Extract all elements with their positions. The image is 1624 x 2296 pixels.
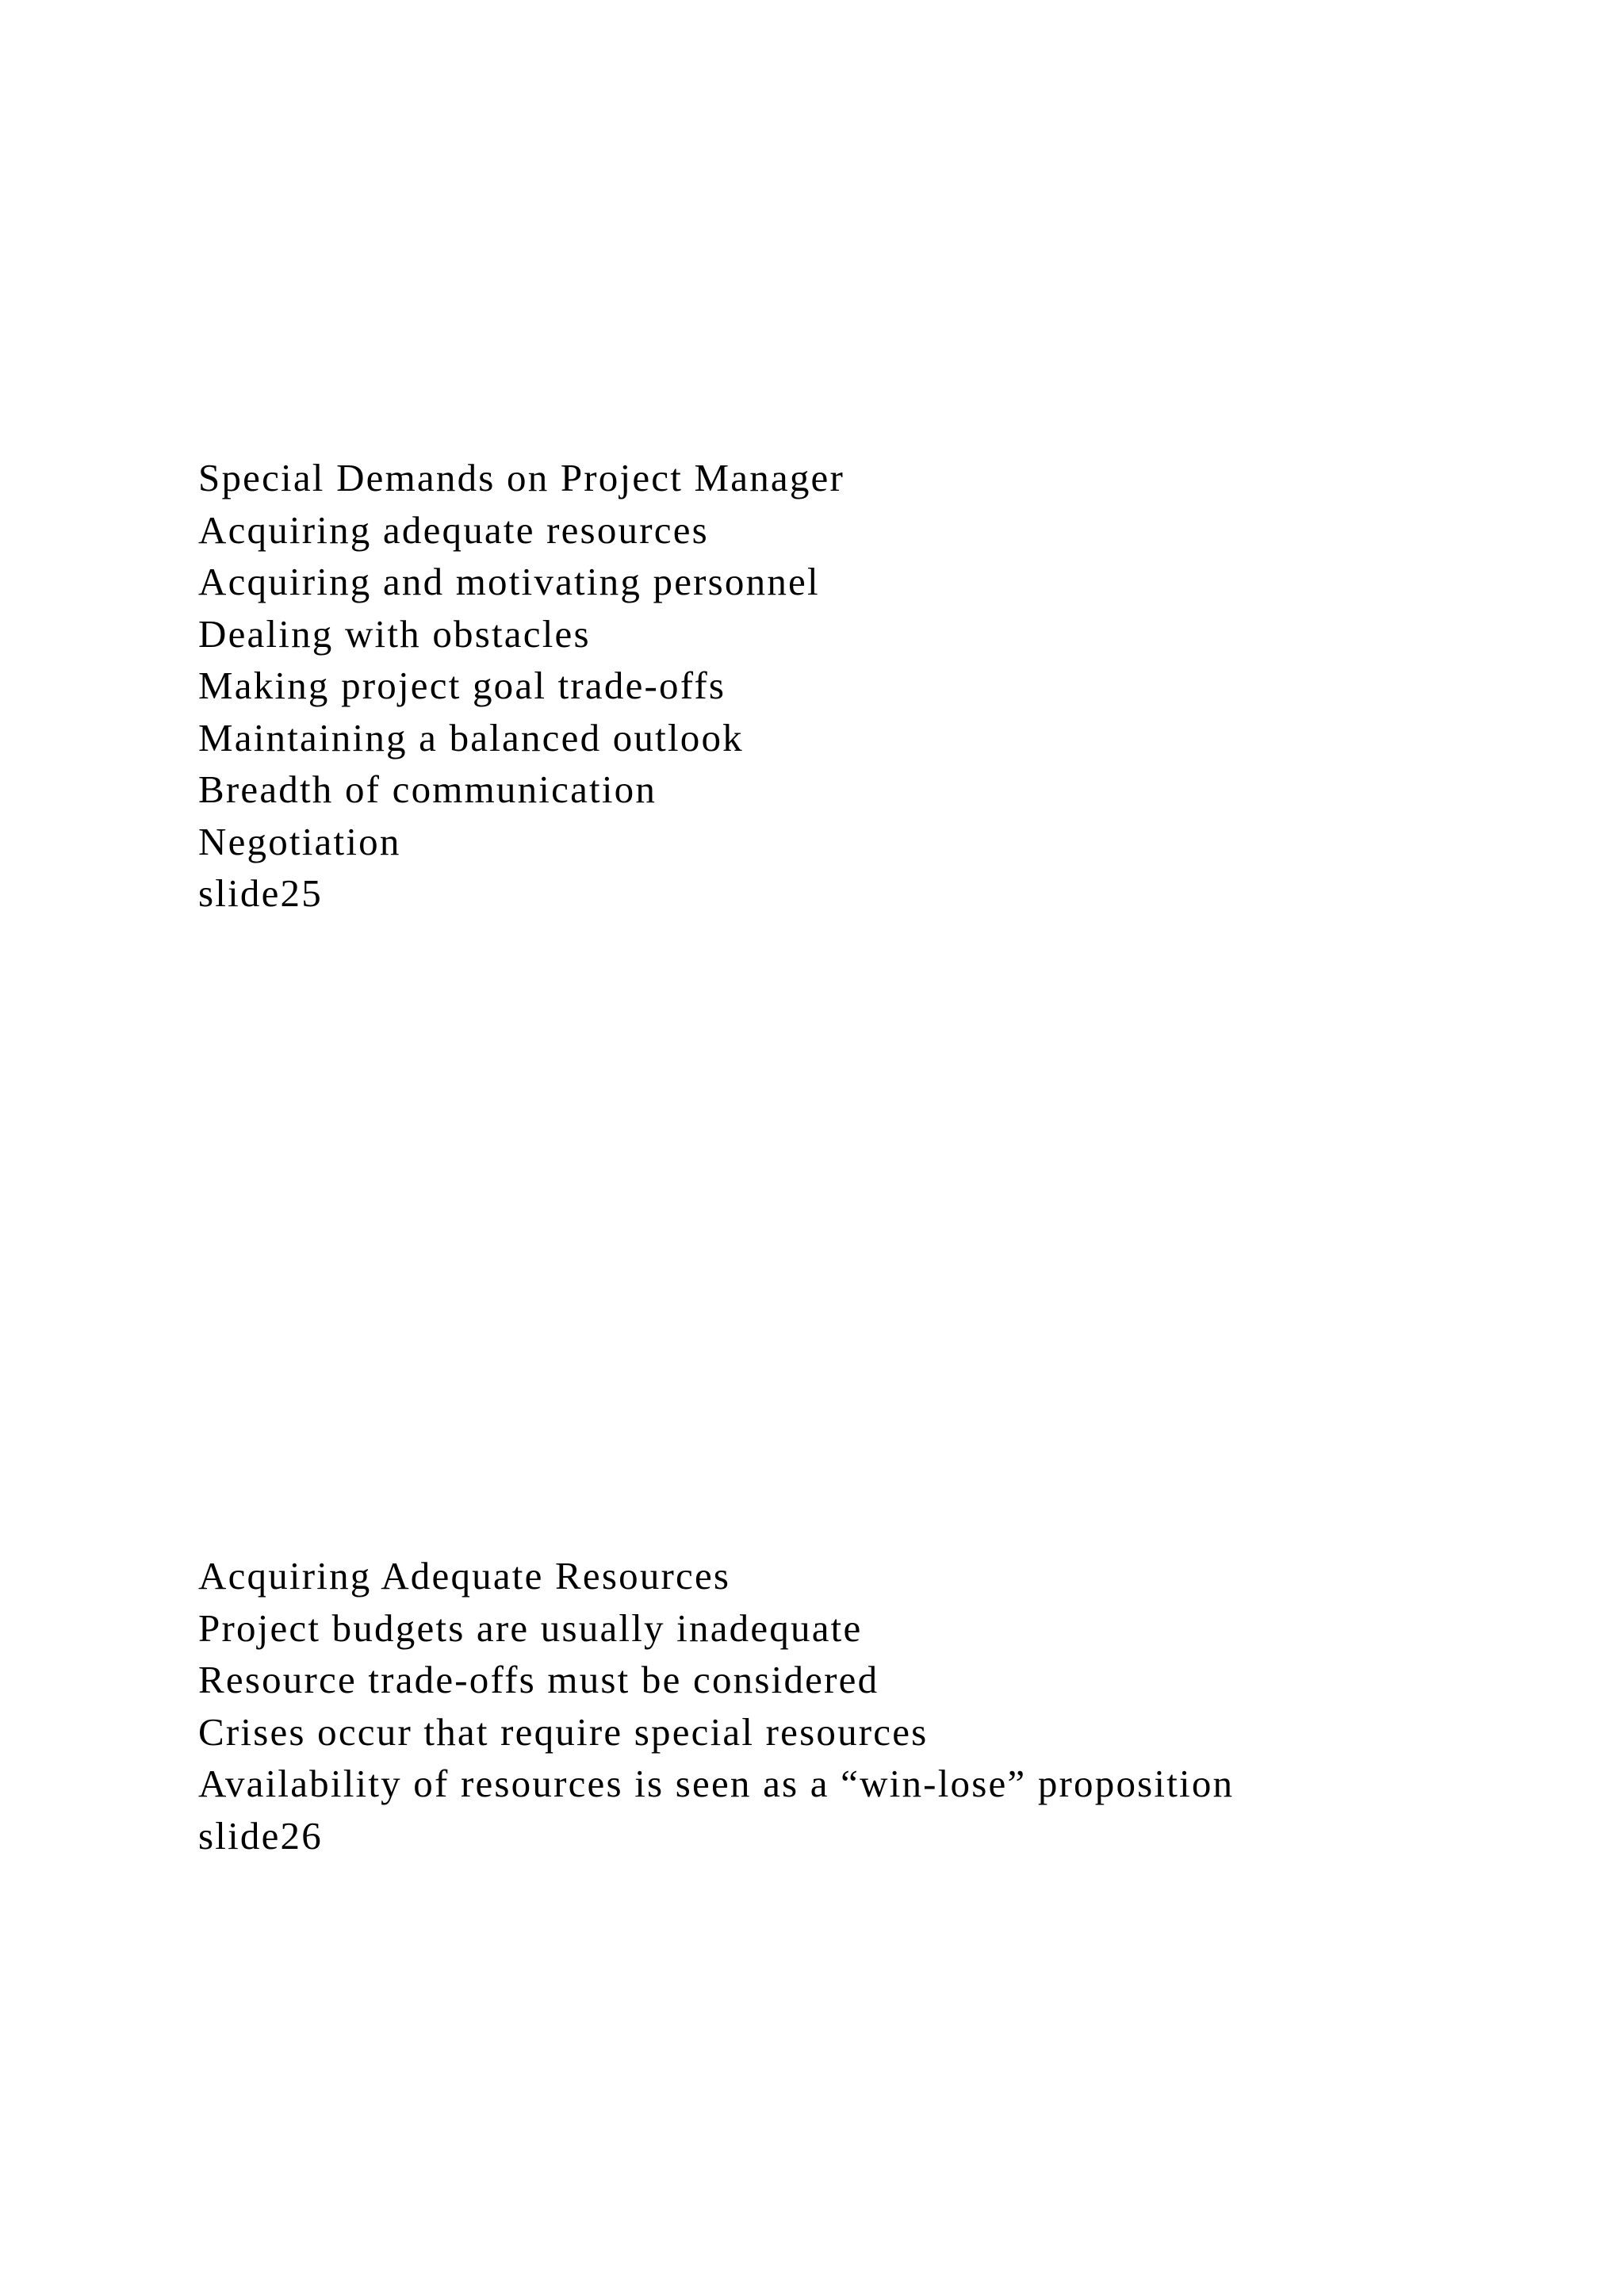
list-item: Breadth of communication [198, 767, 657, 811]
list-item: Maintaining a balanced outlook [198, 715, 744, 760]
list-item: Crises occur that require special resources [198, 1709, 929, 1754]
list-item: Resource trade-offs must be considered [198, 1658, 879, 1701]
section-title: Special Demands on Project Manager [198, 456, 845, 499]
list-item: Dealing with obstacles [198, 611, 591, 656]
list-item: Acquiring adequate resources [198, 507, 709, 552]
section-title: Acquiring Adequate Resources [198, 1554, 731, 1598]
section-special-demands [198, 452, 1546, 920]
list-item: Availability of resources is seen as a “win-lose” proposition [198, 1762, 1235, 1805]
list-item: Negotiation [198, 819, 401, 863]
list-item: Acquiring and motivating personnel [198, 560, 820, 603]
list-item: Making project goal trade-offs [198, 664, 726, 707]
section-acquiring-resources [198, 1550, 1546, 1862]
slide-label: slide25 [198, 871, 323, 915]
slide-label: slide26 [198, 1813, 323, 1858]
list-item: Project budgets are usually inadequate [198, 1605, 863, 1650]
